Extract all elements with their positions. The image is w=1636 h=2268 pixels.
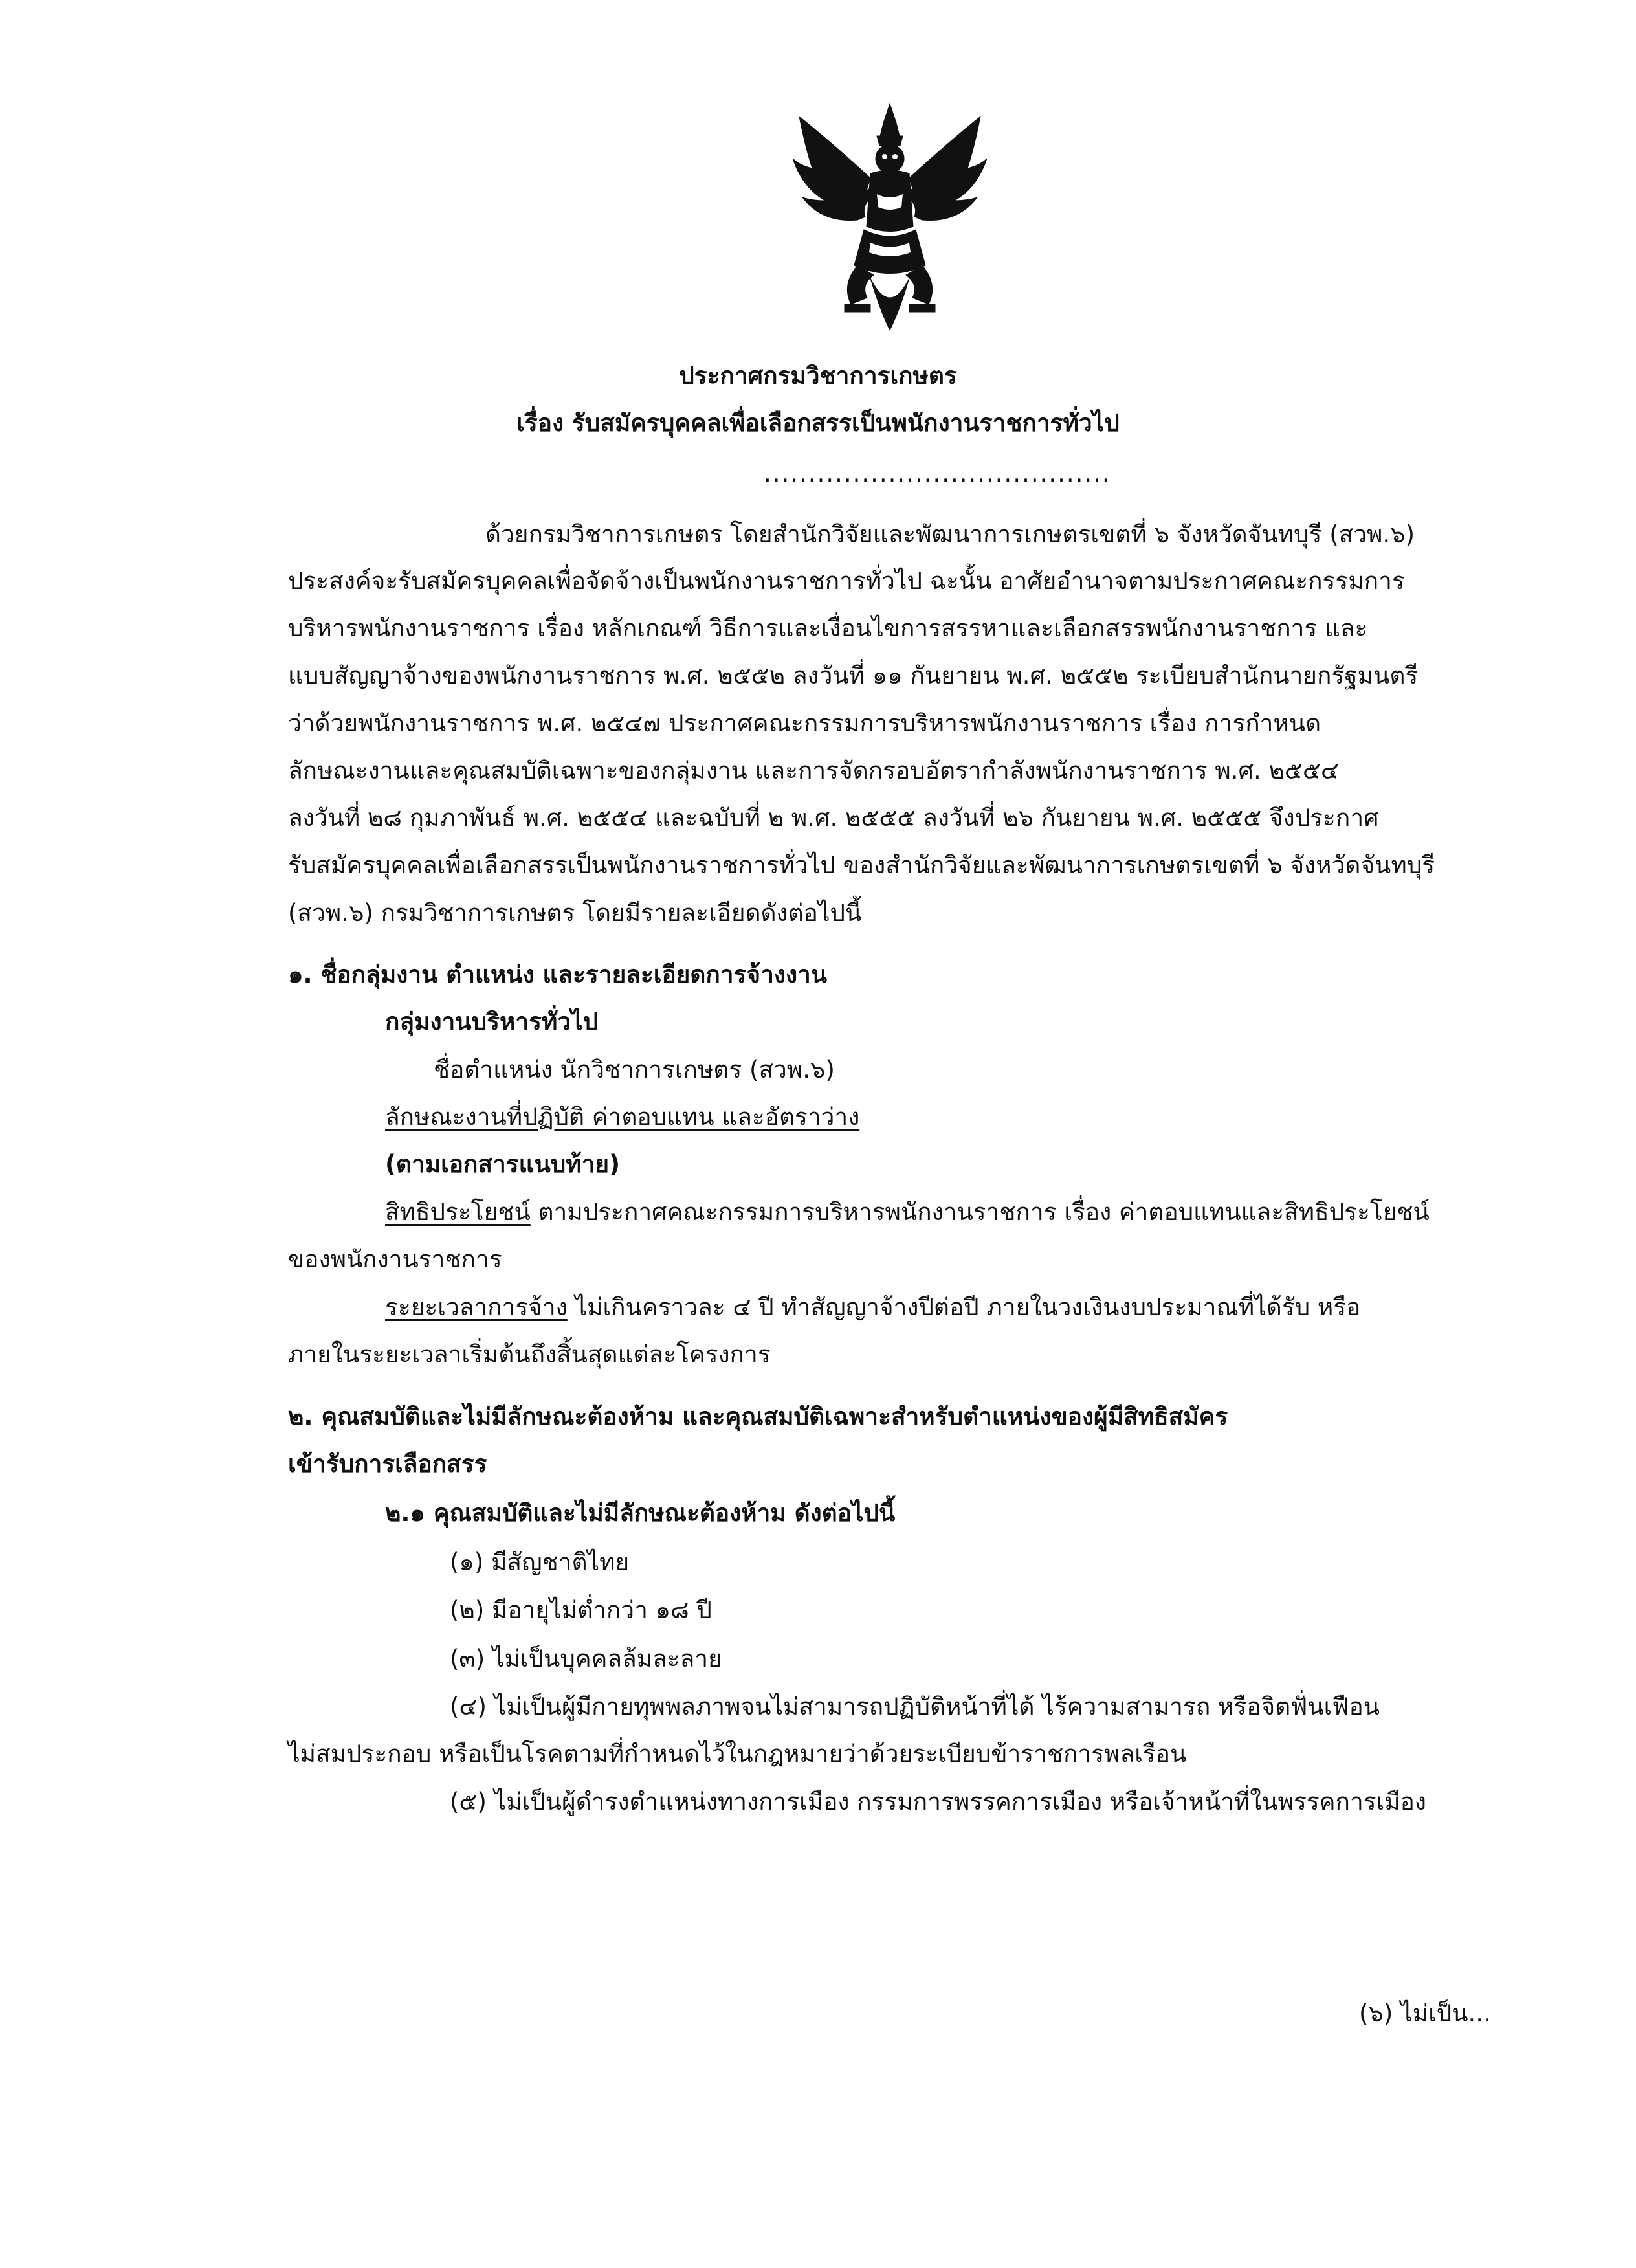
intro-line: ด้วยกรมวิชาการเกษตร โดยสำนักวิจัยและพัฒนาการเกษตรเขตที่ ๖ จังหวัดจันทบุรี (สวพ.๖) (485, 520, 1415, 548)
term-text: ไม่เกินคราวละ ๔ ปี ทำสัญญาจ้างปีต่อปี ภายในวงเงินงบประมาณที่ได้รับ หรือ (567, 1293, 1361, 1321)
qualification-item: (๓) ไม่เป็นบุคคลล้มละลาย (450, 1645, 722, 1673)
qualification-item-cont: ไม่สมประกอบ หรือเป็นโรคตามที่กำหนดไว้ในกฎหมายว่าด้วยระเบียบข้าราชการพลเรือน (288, 1740, 1187, 1768)
benefits-line (385, 1195, 1430, 1229)
intro-line: ลงวันที่ ๒๘ กุมภาพันธ์ พ.ศ. ๒๕๕๔ และฉบับที่ ๒ พ.ศ. ๒๕๕๕ ลงวันที่ ๒๖ กันยายน พ.ศ. ๒๕๕๕ จึงประกาศ (288, 804, 1379, 832)
intro-line: บริหารพนักงานราชการ เรื่อง หลักเกณฑ์ วิธีการและเงื่อนไขการสรรหาและเลือกสรรพนักงานราชการ และ (288, 614, 1368, 642)
benefits-label: สิทธิประโยชน์ (385, 1198, 531, 1226)
qualification-item: (๔) ไม่เป็นผู้มีกายทุพพลภาพจนไม่สามารถปฏิบัติหน้าที่ได้ ไร้ความสามารถ หรือจิตฟั่นเฟือน (450, 1693, 1380, 1720)
intro-line: ประสงค์จะรับสมัครบุคคลเพื่อจัดจ้างเป็นพนักงานราชการทั่วไป ฉะนั้น อาศัยอำนาจตามประกาศคณะกรรมการ (288, 567, 1405, 595)
position-name: ชื่อตำแหน่ง นักวิชาการเกษตร (สวพ.๖) (434, 1056, 835, 1084)
term-cont: ภายในระยะเวลาเริ่มต้นถึงสิ้นสุดแต่ละโครงการ (288, 1340, 771, 1368)
qualification-item: (๕) ไม่เป็นผู้ดำรงตำแหน่งทางการเมือง กรรมการพรรคการเมือง หรือเจ้าหน้าที่ในพรรคการเมือง (450, 1788, 1426, 1816)
section-heading: ๑. ชื่อกลุ่มงาน ตำแหน่ง และรายละเอียดการจ้างงาน (288, 961, 828, 988)
term-line (385, 1291, 1360, 1324)
document-subject: เรื่อง รับสมัครบุคคลเพื่อเลือกสรรเป็นพนักงานราชการทั่วไป (516, 409, 1120, 437)
duties-note: (ตามเอกสารแนบท้าย) (385, 1150, 620, 1178)
page-continuation: (๖) ไม่เป็น... (1359, 1999, 1491, 2027)
section-heading-cont: เข้ารับการเลือกสรร (288, 1450, 487, 1478)
duties-label: ลักษณะงานที่ปฏิบัติ ค่าตอบแทน และอัตราว่าง (385, 1103, 860, 1131)
intro-line: ลักษณะงานและคุณสมบัติเฉพาะของกลุ่มงาน และการจัดกรอบอัตรากำลังพนักงานราชการ พ.ศ. ๒๕๕๔ (288, 757, 1339, 784)
benefits-cont: ของพนักงานราชการ (288, 1245, 502, 1273)
intro-line: (สวพ.๖) กรมวิชาการเกษตร โดยมีรายละเอียดดังต่อไปนี้ (288, 899, 862, 927)
qualification-item: (๑) มีสัญชาติไทย (450, 1548, 630, 1576)
intro-line: แบบสัญญาจ้างของพนักงานราชการ พ.ศ. ๒๕๕๒ ลงวันที่ ๑๑ กันยายน พ.ศ. ๒๕๕๒ ระเบียบสำนักนายกรัฐมนตรี (288, 662, 1419, 689)
group-name: กลุ่มงานบริหารทั่วไป (385, 1008, 599, 1036)
term-label: ระยะเวลาการจ้าง (385, 1293, 568, 1321)
document-title: ประกาศกรมวิชาการเกษตร (679, 362, 957, 390)
garuda-emblem-icon (786, 97, 993, 337)
title-divider: ....................................... (764, 460, 1111, 487)
benefits-text: ตามประกาศคณะกรรมการบริหารพนักงานราชการ เรื่อง ค่าตอบแทนและสิทธิประโยชน์ (530, 1198, 1430, 1226)
intro-line: รับสมัครบุคคลเพื่อเลือกสรรเป็นพนักงานราชการทั่วไป ของสำนักวิจัยและพัฒนาการเกษตรเขตที่ ๖ จังหวัดจันทบุรี (288, 851, 1435, 879)
section-heading: ๒. คุณสมบัติและไม่มีลักษณะต้องห้าม และคุณสมบัติเฉพาะสำหรับตำแหน่งของผู้มีสิทธิสมัคร (288, 1403, 1228, 1430)
intro-line: ว่าด้วยพนักงานราชการ พ.ศ. ๒๕๔๗ ประกาศคณะกรรมการบริหารพนักงานราชการ เรื่อง การกำหนด (288, 709, 1321, 737)
sub-heading: ๒.๑ คุณสมบัติและไม่มีลักษณะต้องห้าม ดังต่อไปนี้ (385, 1499, 896, 1527)
qualification-item: (๒) มีอายุไม่ต่ำกว่า ๑๘ ปี (450, 1596, 712, 1624)
